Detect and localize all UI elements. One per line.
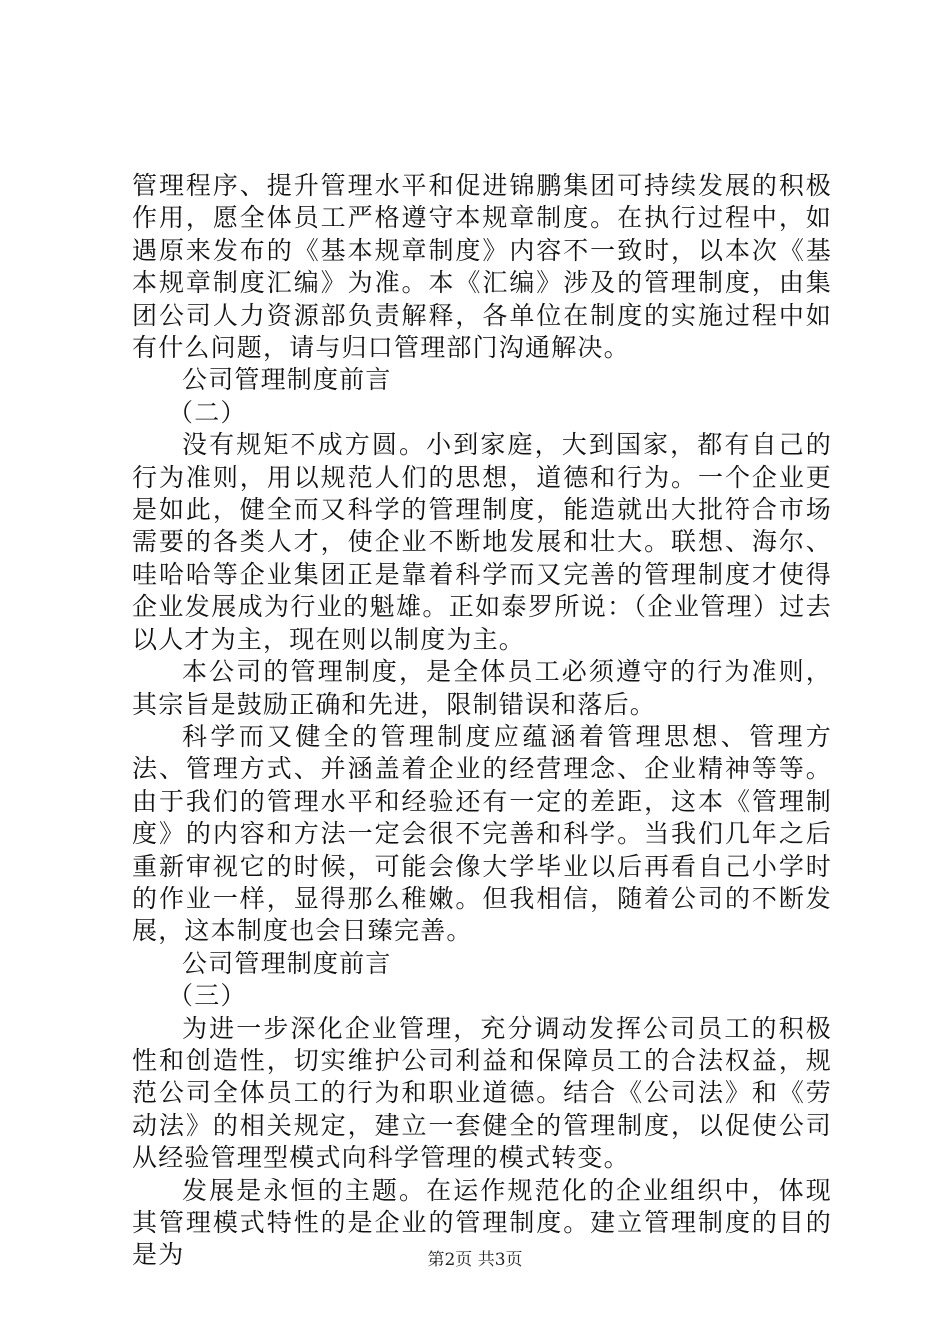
section-number: （三）	[168, 981, 247, 1011]
page-number-footer: 第2页 共3页	[427, 1250, 523, 1270]
paragraph: 没有规矩不成方圆。小到家庭，大到国家，都有自己的行为准则，用以规范人们的思想，道德和行为。一个企业更是如此，健全而又科学的管理制度，能造就出大批符合市场需要的各类人才，使企业不断地发展和壮大。联想、海尔、哇哈哈等企业集团正是靠着科学而又完善的管理制度才使得企业发展成为行业的魁雄。正如泰罗所说：（企业管理）过去以人才为主，现在则以制度为主。	[132, 430, 832, 654]
paragraph: 为进一步深化企业管理，充分调动发挥公司员工的积极性和创造性，切实维护公司利益和保障员工的合法权益，规范公司全体员工的行为和职业道德。结合《公司法》和《劳动法》的相关规定，建立一套健全的管理制度，以促使公司从经验管理型模式向科学管理的模式转变。	[132, 1013, 832, 1173]
section-title: 公司管理制度前言	[182, 365, 392, 395]
paragraph: 科学而又健全的管理制度应蕴涵着管理思想、管理方法、管理方式、并涵盖着企业的经营理念、企业精神等等。由于我们的管理水平和经验还有一定的差距，这本《管理制度》的内容和方法一定会很不完善和科学。当我们几年之后重新审视它的时候，可能会像大学毕业以后再看自己小学时的作业一样，显得那么稚嫩。但我相信，随着公司的不断发展，这本制度也会日臻完善。	[132, 721, 832, 946]
document-body	[132, 170, 832, 1272]
paragraph: 本公司的管理制度，是全体员工必须遵守的行为准则，其宗旨是鼓励正确和先进，限制错误和落后。	[132, 657, 832, 719]
section-number: （二）	[168, 397, 247, 427]
paragraph: 发展是永恒的主题。在运作规范化的企业组织中，体现其管理模式特性的是企业的管理制度。建立管理制度的目的是为	[132, 1175, 832, 1270]
paragraph-continuation: 管理程序、提升管理水平和促进锦鹏集团可持续发展的积极作用，愿全体员工严格遵守本规章制度。在执行过程中，如遇原来发布的《基本规章制度》内容不一致时，以本次《基本规章制度汇编》为准。本《汇编》涉及的管理制度，由集团公司人力资源部负责解释，各单位在制度的实施过程中如有什么问题，请与归口管理部门沟通解决。	[132, 171, 832, 363]
section-title: 公司管理制度前言	[182, 948, 392, 978]
